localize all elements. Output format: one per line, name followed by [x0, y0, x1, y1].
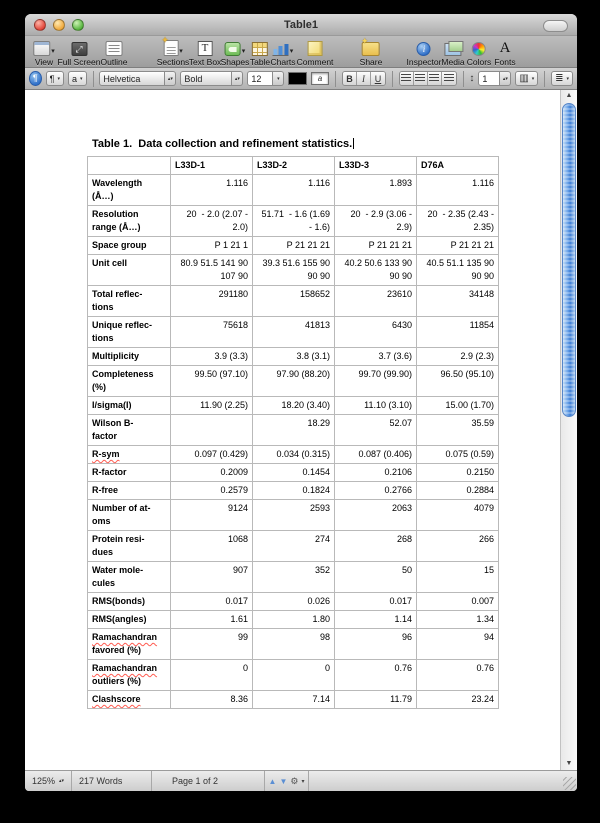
table-cell[interactable]: 75618: [171, 317, 253, 348]
toolbar-item-shapes[interactable]: [221, 37, 250, 67]
table-cell[interactable]: 3.7 (3.6): [335, 348, 417, 366]
table-cell[interactable]: P 1 21 1: [171, 237, 253, 255]
toolbar-item-label: Colors: [466, 57, 492, 67]
row-label[interactable]: [88, 237, 171, 255]
row-label[interactable]: [88, 206, 171, 237]
table-cell[interactable]: 4079: [417, 500, 499, 531]
character-style-label: a: [72, 73, 78, 84]
row-label-line: R-free: [92, 485, 119, 495]
row-label[interactable]: [88, 482, 171, 500]
table-row: [88, 531, 499, 562]
table-cell[interactable]: 1.61: [171, 611, 253, 629]
toolbar-item-label: Charts: [270, 57, 296, 67]
table-cell[interactable]: 0.76: [335, 660, 417, 691]
table-cell[interactable]: 96.50 (95.10): [417, 366, 499, 397]
row-label-line: dues: [92, 547, 114, 557]
table-cell[interactable]: 11.79: [335, 691, 417, 709]
row-label-line: Multiplicity: [92, 351, 139, 361]
toolbar-item-fonts[interactable]: [494, 37, 515, 67]
table-cell[interactable]: 2593: [253, 500, 335, 531]
table-row: [88, 255, 499, 286]
columns-icon: ▥: [519, 73, 529, 84]
row-label-line: factor: [92, 431, 118, 441]
list-icon: ≣: [555, 73, 564, 84]
table-cell[interactable]: 0.087 (0.406): [335, 446, 417, 464]
stepper-icon[interactable]: ▴▾: [232, 71, 243, 86]
table-cell[interactable]: 96: [335, 629, 417, 660]
table-cell[interactable]: 0.76: [417, 660, 499, 691]
table-cell[interactable]: 1.116: [253, 175, 335, 206]
toolbar-item-label: Full Screen: [57, 57, 101, 67]
table-row: [88, 629, 499, 660]
row-label[interactable]: [88, 348, 171, 366]
zoom-control[interactable]: [25, 771, 72, 791]
align-justify-button[interactable]: [442, 72, 456, 85]
table-cell[interactable]: 99.70 (99.90): [335, 366, 417, 397]
text-box-icon: [197, 41, 212, 56]
table-cell[interactable]: 0.034 (0.315): [253, 446, 335, 464]
table-cell[interactable]: 1.34: [417, 611, 499, 629]
row-label-line: RMS(bonds): [92, 596, 145, 606]
table-row: [88, 464, 499, 482]
table-cell[interactable]: 94: [417, 629, 499, 660]
toolbar-item-share[interactable]: [360, 37, 383, 67]
font-family-value: Helvetica: [99, 71, 165, 86]
table-cell[interactable]: 98: [253, 629, 335, 660]
align-center-button[interactable]: [414, 72, 428, 85]
row-label-line: outliers (%): [92, 676, 142, 686]
row-label-line: tions: [92, 333, 114, 343]
table-cell[interactable]: 99.50 (97.10): [171, 366, 253, 397]
table-cell[interactable]: 18.20 (3.40): [253, 397, 335, 415]
row-label-line: R-factor: [92, 467, 127, 477]
stepper-icon[interactable]: ▴▾: [165, 71, 176, 86]
page-navigation: [265, 771, 309, 791]
background-color-well[interactable]: a: [311, 72, 329, 85]
align-right-button[interactable]: [428, 72, 442, 85]
chevron-down-icon: ▾: [566, 75, 570, 82]
dropdown-arrow-icon: ▾: [179, 48, 183, 55]
next-page-icon[interactable]: ▼: [279, 776, 288, 786]
row-label-line: (%): [92, 382, 106, 392]
table-cell[interactable]: 291180: [171, 286, 253, 317]
table-row: [88, 593, 499, 611]
toolbar-item-text-box[interactable]: [189, 37, 222, 67]
table-row: [88, 415, 499, 446]
table-cell[interactable]: 2063: [335, 500, 417, 531]
scrollbar-thumb[interactable]: [562, 103, 576, 417]
chevron-down-icon: ▾: [80, 75, 83, 82]
inspector-icon: [417, 42, 431, 56]
font-size-select[interactable]: [247, 71, 284, 86]
table-cell[interactable]: 268: [335, 531, 417, 562]
stepper-icon: ▴▾: [59, 778, 65, 784]
row-label-line: Completeness: [92, 369, 154, 379]
table-cell[interactable]: 0.007: [417, 593, 499, 611]
row-label-line: tions: [92, 302, 114, 312]
toolbar-item-full-screen[interactable]: [58, 37, 101, 67]
table-cell[interactable]: [171, 415, 253, 446]
table-cell[interactable]: 0.2884: [417, 482, 499, 500]
table-cell[interactable]: 0.2579: [171, 482, 253, 500]
row-label-line: Water mole-: [92, 565, 144, 575]
table-cell[interactable]: 0.2009: [171, 464, 253, 482]
scroll-up-icon[interactable]: ▲: [565, 92, 573, 99]
table-cell[interactable]: 1.116: [417, 175, 499, 206]
table-cell[interactable]: 7.14: [253, 691, 335, 709]
italic-button[interactable]: I: [357, 72, 371, 85]
table-cell[interactable]: 40.2 50.6 133 90 90 90: [335, 255, 417, 286]
row-label-line: RMS(angles): [92, 614, 147, 624]
row-label-line: cules: [92, 578, 116, 588]
table-cell[interactable]: 352: [253, 562, 335, 593]
table-cell[interactable]: 266: [417, 531, 499, 562]
toolbar-item-colors[interactable]: [467, 37, 492, 67]
table-row: [88, 366, 499, 397]
table-cell[interactable]: 0: [171, 660, 253, 691]
table-cell[interactable]: 907: [171, 562, 253, 593]
toolbar-items: [25, 36, 577, 68]
table-cell[interactable]: 8.36: [171, 691, 253, 709]
table-cell[interactable]: 3.9 (3.3): [171, 348, 253, 366]
charts-icon: [273, 41, 289, 56]
sections-icon: [163, 40, 178, 56]
row-label-line: Wavelength: [92, 178, 143, 188]
table-cell[interactable]: 1.893: [335, 175, 417, 206]
table-cell[interactable]: 23610: [335, 286, 417, 317]
statistics-table[interactable]: [87, 156, 499, 709]
columns-dropdown[interactable]: [515, 71, 538, 86]
typeface-value: Bold: [180, 71, 232, 86]
table-cell[interactable]: 9124: [171, 500, 253, 531]
table-cell[interactable]: 1.14: [335, 611, 417, 629]
fonts-icon: [500, 40, 511, 56]
gear-icon[interactable]: ⚙: [290, 775, 299, 786]
row-label-line: Number of at-: [92, 503, 151, 513]
row-label[interactable]: [88, 629, 171, 660]
text-color-well[interactable]: [288, 72, 306, 85]
row-label[interactable]: [88, 691, 171, 709]
row-label-line: Space group: [92, 240, 147, 250]
stepper-icon[interactable]: ▴▾: [500, 71, 511, 86]
table-cell[interactable]: 18.29: [253, 415, 335, 446]
table-row: [88, 446, 499, 464]
alignment-buttons: [399, 71, 457, 86]
scroll-down-icon[interactable]: ▼: [565, 760, 573, 767]
row-label[interactable]: [88, 317, 171, 348]
row-label-line: oms: [92, 516, 111, 526]
table-cell[interactable]: 11854: [417, 317, 499, 348]
table-row: [88, 482, 499, 500]
share-icon: [362, 42, 380, 56]
column-header[interactable]: L33D-2: [253, 157, 335, 175]
column-header[interactable]: L33D-1: [171, 157, 253, 175]
table-cell[interactable]: 1.80: [253, 611, 335, 629]
table-row: [88, 206, 499, 237]
divider: [335, 71, 336, 87]
text-caret: [353, 138, 354, 149]
table-cell[interactable]: P 21 21 21: [417, 237, 499, 255]
row-label[interactable]: [88, 175, 171, 206]
vertical-scrollbar[interactable]: [560, 90, 577, 770]
toolbar-item-label: Inspector: [406, 57, 442, 67]
table-row: [88, 562, 499, 593]
toolbar-item-label: Text Box: [188, 57, 222, 67]
window-title: Table1: [283, 18, 319, 31]
chevron-down-icon: ▾: [301, 778, 305, 785]
shapes-icon: [225, 42, 241, 56]
toolbar-item-label: Table: [249, 57, 271, 67]
bold-button[interactable]: B: [343, 72, 357, 85]
font-family-select[interactable]: [99, 71, 176, 86]
table-cell[interactable]: 158652: [253, 286, 335, 317]
toolbar-item-label: Shapes: [220, 57, 250, 67]
divider: [392, 71, 393, 87]
table-cell[interactable]: 50: [335, 562, 417, 593]
table-cell[interactable]: 0.017: [171, 593, 253, 611]
table-cell[interactable]: 0: [253, 660, 335, 691]
dropdown-arrow-icon: ▾: [241, 48, 246, 55]
divider: [463, 71, 464, 87]
table-cell[interactable]: 35.59: [417, 415, 499, 446]
table-cell[interactable]: 6430: [335, 317, 417, 348]
resize-grip[interactable]: [563, 777, 576, 790]
table-row: [88, 691, 499, 709]
view-icon: [33, 41, 50, 56]
table-cell[interactable]: 0.026: [253, 593, 335, 611]
line-spacing-value: 1: [478, 71, 500, 86]
table-cell[interactable]: 80.9 51.5 141 90 107 90: [171, 255, 253, 286]
paragraph-style-label: ¶: [49, 73, 55, 84]
table-cell[interactable]: 39.3 51.6 155 90 90 90: [253, 255, 335, 286]
divider: [544, 71, 545, 87]
close-button[interactable]: [34, 19, 46, 31]
row-label-line: Clashscore: [92, 694, 141, 704]
table-cell[interactable]: P 21 21 21: [253, 237, 335, 255]
table-row: [88, 286, 499, 317]
table-cell[interactable]: 15.00 (1.70): [417, 397, 499, 415]
table-cell[interactable]: 20 - 2.0 (2.07 - 2.0): [171, 206, 253, 237]
table-header-row: [88, 157, 499, 175]
table-cell[interactable]: 34148: [417, 286, 499, 317]
row-label-line: Unique reflec-: [92, 320, 153, 330]
text-style-buttons: [342, 71, 386, 86]
table-cell[interactable]: 97.90 (88.20): [253, 366, 335, 397]
row-label[interactable]: [88, 593, 171, 611]
table-cell[interactable]: 274: [253, 531, 335, 562]
row-label-line: range (Å…): [92, 222, 141, 232]
table-cell[interactable]: 11.90 (2.25): [171, 397, 253, 415]
row-label[interactable]: [88, 415, 171, 446]
toolbar-item-charts[interactable]: [270, 37, 295, 67]
row-label-line: Ramachandran: [92, 663, 158, 673]
row-label[interactable]: [88, 446, 171, 464]
row-label[interactable]: [88, 397, 171, 415]
table-cell[interactable]: 15: [417, 562, 499, 593]
row-label[interactable]: [88, 464, 171, 482]
list-style-dropdown[interactable]: [551, 71, 573, 86]
table-cell[interactable]: 51.71 - 1.6 (1.69 - 1.6): [253, 206, 335, 237]
table-row: [88, 348, 499, 366]
table-cell[interactable]: 23.24: [417, 691, 499, 709]
window-controls: [34, 19, 84, 31]
row-label[interactable]: [88, 660, 171, 691]
table-row: [88, 175, 499, 206]
table-cell[interactable]: 0.097 (0.429): [171, 446, 253, 464]
row-label[interactable]: [88, 531, 171, 562]
toolbar-item-comment[interactable]: [297, 37, 334, 67]
toolbar-item-media[interactable]: [441, 37, 464, 67]
row-label-line: Unit cell: [92, 258, 128, 268]
table-row: [88, 237, 499, 255]
paragraph-style-dropdown[interactable]: [46, 71, 64, 86]
toolbar-item-label: View: [34, 57, 54, 67]
row-label[interactable]: [88, 500, 171, 531]
table-row: [88, 611, 499, 629]
table-row: [88, 317, 499, 348]
page-indicator[interactable]: Page 1 of 2: [152, 771, 265, 791]
outline-icon: [106, 41, 123, 56]
toolbar-toggle-button[interactable]: [543, 20, 568, 32]
toolbar-item-label: Sections: [156, 57, 190, 67]
table-cell[interactable]: 3.8 (3.1): [253, 348, 335, 366]
line-spacing-icon: ↕: [469, 73, 475, 84]
table-cell[interactable]: 0.075 (0.59): [417, 446, 499, 464]
document-page[interactable]: [25, 90, 560, 770]
underline-button[interactable]: U: [371, 72, 385, 85]
chevron-down-icon: ▾: [531, 75, 535, 82]
table-cell[interactable]: 1.116: [171, 175, 253, 206]
table-row: [88, 397, 499, 415]
colors-icon: [472, 42, 486, 56]
dropdown-arrow-icon: ▾: [51, 48, 55, 55]
table-row: [88, 660, 499, 691]
toolbar-item-table[interactable]: [250, 37, 270, 67]
toolbar-item-inspector[interactable]: [407, 37, 442, 67]
toolbar-item-sections[interactable]: [157, 37, 190, 67]
media-icon: [445, 43, 462, 56]
table-icon: [252, 42, 268, 56]
toolbar-item-label: Outline: [100, 57, 128, 67]
app-window: [25, 14, 577, 791]
table-cell[interactable]: 0.1454: [253, 464, 335, 482]
table-cell[interactable]: 99: [171, 629, 253, 660]
row-label-line: Protein resi-: [92, 534, 145, 544]
word-count: 217 Words: [72, 771, 152, 791]
toolbar-item-label: Share: [359, 57, 383, 67]
row-label-line: Total reflec-: [92, 289, 143, 299]
table-cell[interactable]: P 21 21 21: [335, 237, 417, 255]
row-label-line: Resolution: [92, 209, 139, 219]
zoom-button[interactable]: [72, 19, 84, 31]
toolbar-item-label: Comment: [296, 57, 334, 67]
table-cell[interactable]: 11.10 (3.10): [335, 397, 417, 415]
table-cell[interactable]: 0.2766: [335, 482, 417, 500]
row-label-line: (Å…): [92, 191, 114, 201]
toolbar-item-label: Fonts: [494, 57, 516, 67]
table-cell[interactable]: 1068: [171, 531, 253, 562]
previous-page-icon[interactable]: ▲: [268, 776, 277, 786]
column-header[interactable]: L33D-3: [335, 157, 417, 175]
table-cell[interactable]: 0.017: [335, 593, 417, 611]
format-bar: [25, 68, 577, 90]
table-cell[interactable]: 20 - 2.35 (2.43 - 2.35): [417, 206, 499, 237]
dropdown-arrow-icon: ▾: [289, 48, 294, 55]
row-label-line: R-sym: [92, 449, 120, 459]
chevron-down-icon: ▾: [57, 75, 61, 82]
paragraph-styles-drawer-button[interactable]: ¶: [29, 71, 42, 86]
table-cell[interactable]: 0.2106: [335, 464, 417, 482]
row-label[interactable]: [88, 255, 171, 286]
title-bar[interactable]: [25, 14, 577, 36]
table-cell[interactable]: 41813: [253, 317, 335, 348]
font-size-value: 12: [247, 71, 273, 86]
row-label[interactable]: [88, 562, 171, 593]
statistics-table-body: [88, 157, 499, 709]
minimize-button[interactable]: [53, 19, 65, 31]
table-cell[interactable]: 40.5 51.1 135 90 90 90: [417, 255, 499, 286]
row-label-line: Wilson B-: [92, 418, 134, 428]
align-left-button[interactable]: [400, 72, 414, 85]
column-header[interactable]: [88, 157, 171, 175]
chevron-down-icon[interactable]: ▾: [273, 71, 284, 86]
typeface-select[interactable]: [180, 71, 243, 86]
line-spacing-stepper[interactable]: [478, 71, 511, 86]
row-label[interactable]: [88, 366, 171, 397]
column-header[interactable]: D76A: [417, 157, 499, 175]
row-label-line: favored (%): [92, 645, 142, 655]
row-label[interactable]: [88, 611, 171, 629]
table-cell[interactable]: 52.07: [335, 415, 417, 446]
document-title-text[interactable]: Table 1. Data collection and refinement statistics.: [92, 138, 353, 150]
row-label-line: Ramachandran: [92, 632, 158, 642]
status-bar: [25, 770, 577, 791]
character-style-dropdown[interactable]: [68, 71, 87, 86]
toolbar-item-view[interactable]: [33, 37, 55, 67]
divider: [93, 71, 94, 87]
table-cell[interactable]: 0.2150: [417, 464, 499, 482]
row-label[interactable]: [88, 286, 171, 317]
toolbar-item-label: Media: [441, 57, 465, 67]
comment-icon: [308, 41, 323, 56]
toolbar-item-outline[interactable]: [101, 37, 128, 67]
table-cell[interactable]: 0.1824: [253, 482, 335, 500]
full-screen-icon: [71, 42, 87, 56]
zoom-level: 125%: [32, 776, 56, 786]
table-cell[interactable]: 20 - 2.9 (3.06 - 2.9): [335, 206, 417, 237]
row-label-line: I/sigma(I): [92, 400, 132, 410]
table-row: [88, 500, 499, 531]
table-cell[interactable]: 2.9 (2.3): [417, 348, 499, 366]
